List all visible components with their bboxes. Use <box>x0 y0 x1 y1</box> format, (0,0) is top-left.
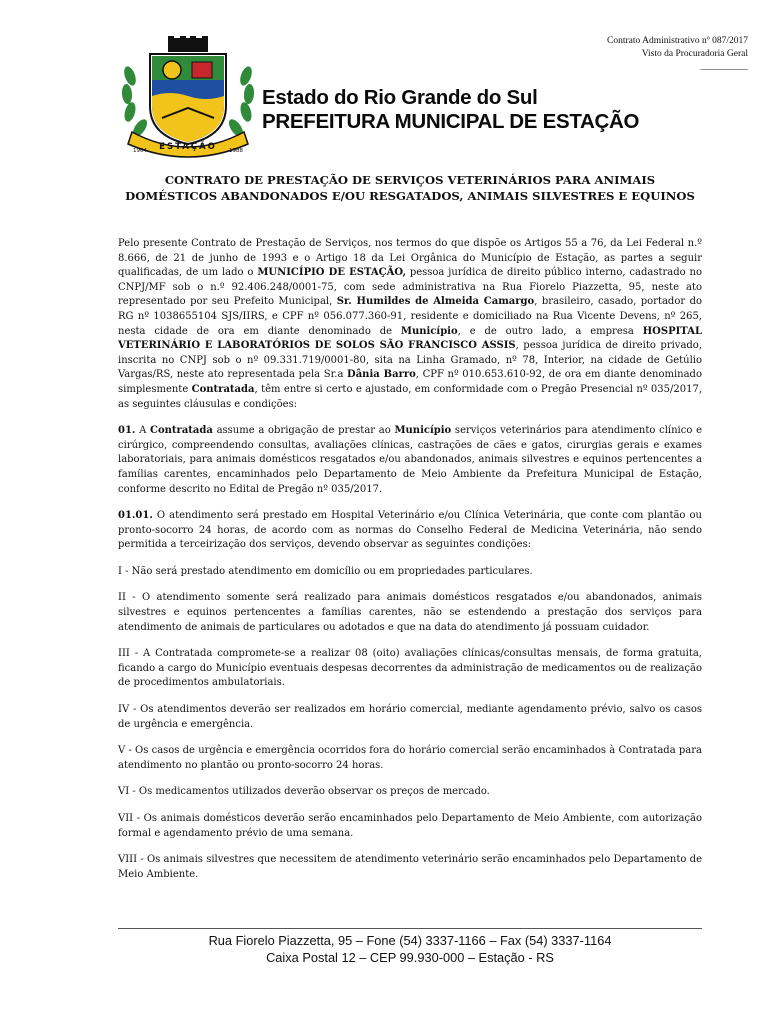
condition-item-vi: VI - Os medicamentos utilizados deverão observar os preços de mercado. <box>118 786 490 798</box>
municipal-crest-icon <box>118 36 258 158</box>
procuradoria-visto: Visto da Procuradoria Geral <box>641 49 748 59</box>
letterhead <box>262 86 639 134</box>
condition-item-ii: II - O atendimento somente será realizado para animais domésticos resgatados e/ou abandonados, animais silvestres e equinos pertencentes a famílias carentes, não se estendendo a prestação dos serviços para atendimento de animais de particulares ou adotados e que na data do atendimento já possuam cuidador. <box>118 592 702 633</box>
condition-item-v: V - Os casos de urgência e emergência ocorridos fora do horário comercial serão encaminhados à Contratada para atendimento no plantão ou pronto-socorro 24 horas. <box>118 745 702 771</box>
clause-01: 01. A Contratada assume a obrigação de prestar ao Município serviços veterinários para atendimento clínico e cirúrgico, compreendendo consultas, avaliações clínicas, castrações de cães e gatos, cirurgias gerais e exames laboratoriais, para animais domésticos resgatados e/ou abandonados, animais silvestres e equinos pertencentes a famílias carentes, encaminhados pelo Departamento de Meio Ambiente da Prefeitura Municipal de Estação, conforme descrito no Edital de Pregão nº 035/2017. <box>118 425 702 495</box>
contract-reference: Contrato Administrativo nº 087/2017 <box>607 36 748 46</box>
footer-divider <box>118 928 702 929</box>
footer-address: Rua Fiorelo Piazzetta, 95 – Fone (54) 3337-1166 – Fax (54) 3337-1164 <box>208 933 612 948</box>
crest-banner-text: ESTAÇÃO <box>159 142 217 152</box>
condition-item-iv: IV - Os atendimentos deverão ser realizados em horário comercial, mediante agendamento prévio, salvo os casos de urgência e emergência. <box>118 704 702 730</box>
state-name: Estado do Rio Grande do Sul <box>262 86 538 109</box>
crest-year-left: 1964 <box>133 148 147 154</box>
header-reference <box>607 35 748 74</box>
contract-body <box>118 237 702 894</box>
condition-item-iii: III - A Contratada compromete-se a realizar 08 (oito) avaliações clínicas/consultas mensais, de forma gratuita, ficando a cargo do Município eventuais despesas decorrentes da administração de medicamentos ou de realização de procedimentos ambulatoriais. <box>118 648 702 689</box>
clause-01-01: 01.01. O atendimento será prestado em Hospital Veterinário e/ou Clínica Veterinária, que conte com plantão ou pronto-socorro 24 horas, de acordo com as normas do Conselho Federal de Medicina Veterinária, não sendo permitida a terceirização dos serviços, devendo observar as seguintes condições: <box>118 510 702 551</box>
crest-year-right: 1988 <box>229 148 243 154</box>
condition-item-i: I - Não será prestado atendimento em domicílio ou em propriedades particulares. <box>118 565 533 577</box>
condition-item-viii: VIII - Os animais silvestres que necessitem de atendimento veterinário serão encaminhados pelo Departamento de Meio Ambiente. <box>118 854 702 880</box>
page-footer <box>118 932 702 966</box>
condition-item-vii: VII - Os animais domésticos deverão serão encaminhados pelo Departamento de Meio Ambiente, com autorização formal e agendamento prévio de uma semana. <box>118 813 702 839</box>
contract-title: CONTRATO DE PRESTAÇÃO DE SERVIÇOS VETERINÁRIOS PARA ANIMAIS DOMÉSTICOS ABANDONADOS E/OU RESGATADOS, ANIMAIS SILVESTRES E EQUINOS <box>125 173 695 203</box>
signature-line: __________ <box>700 62 748 72</box>
preamble-paragraph: Pelo presente Contrato de Prestação de Serviços, nos termos do que dispõe os Artigos 55 a 76, da Lei Federal n.º 8.666, de 21 de junho de 1993 e o Artigo 18 da Lei Orgânica do Município de Estação, as partes a seguir qualificadas, de um lado o MUNICÍPIO DE ESTAÇÃO, pessoa jurídica de direito público interno, cadastrado no CNPJ/MF sob o n.º 92.406.248/0001-75, com sede administrativa na Rua Fiorelo Piazzetta, 95, neste ato representado por seu Prefeito Municipal, Sr. Humildes de Almeida Camargo, brasileiro, casado, portador do RG nº 1038655104 SJS/IIRS, e CPF nº 056.077.360-91, residente e domiciliado na Rua Vicente Devens, nº 265, nesta cidade de ora em diante denominado de Município, e de outro lado, a empresa HOSPITAL VETERINÁRIO E LABORATÓRIOS DE SOLOS SÃO FRANCISCO ASSIS, pessoa jurídica de direito privado, inscrita no CNPJ sob o nº 09.331.719/0001-80, sita na Linha Gramado, nº 78, Interior, na cidade de Getúlio Vargas/RS, neste ato representada pela Sr.a Dânia Barro, CPF nº 010.653.610-92, de ora em diante denominado simplesmente Contratada, têm entre si certo e ajustado, em conformidade com o Pregão Presencial nº 035/2017, as seguintes cláusulas e condições: <box>118 238 703 410</box>
footer-postal: Caixa Postal 12 – CEP 99.930-000 – Estação - RS <box>266 950 554 965</box>
prefeitura-name: PREFEITURA MUNICIPAL DE ESTAÇÃO <box>262 110 640 133</box>
